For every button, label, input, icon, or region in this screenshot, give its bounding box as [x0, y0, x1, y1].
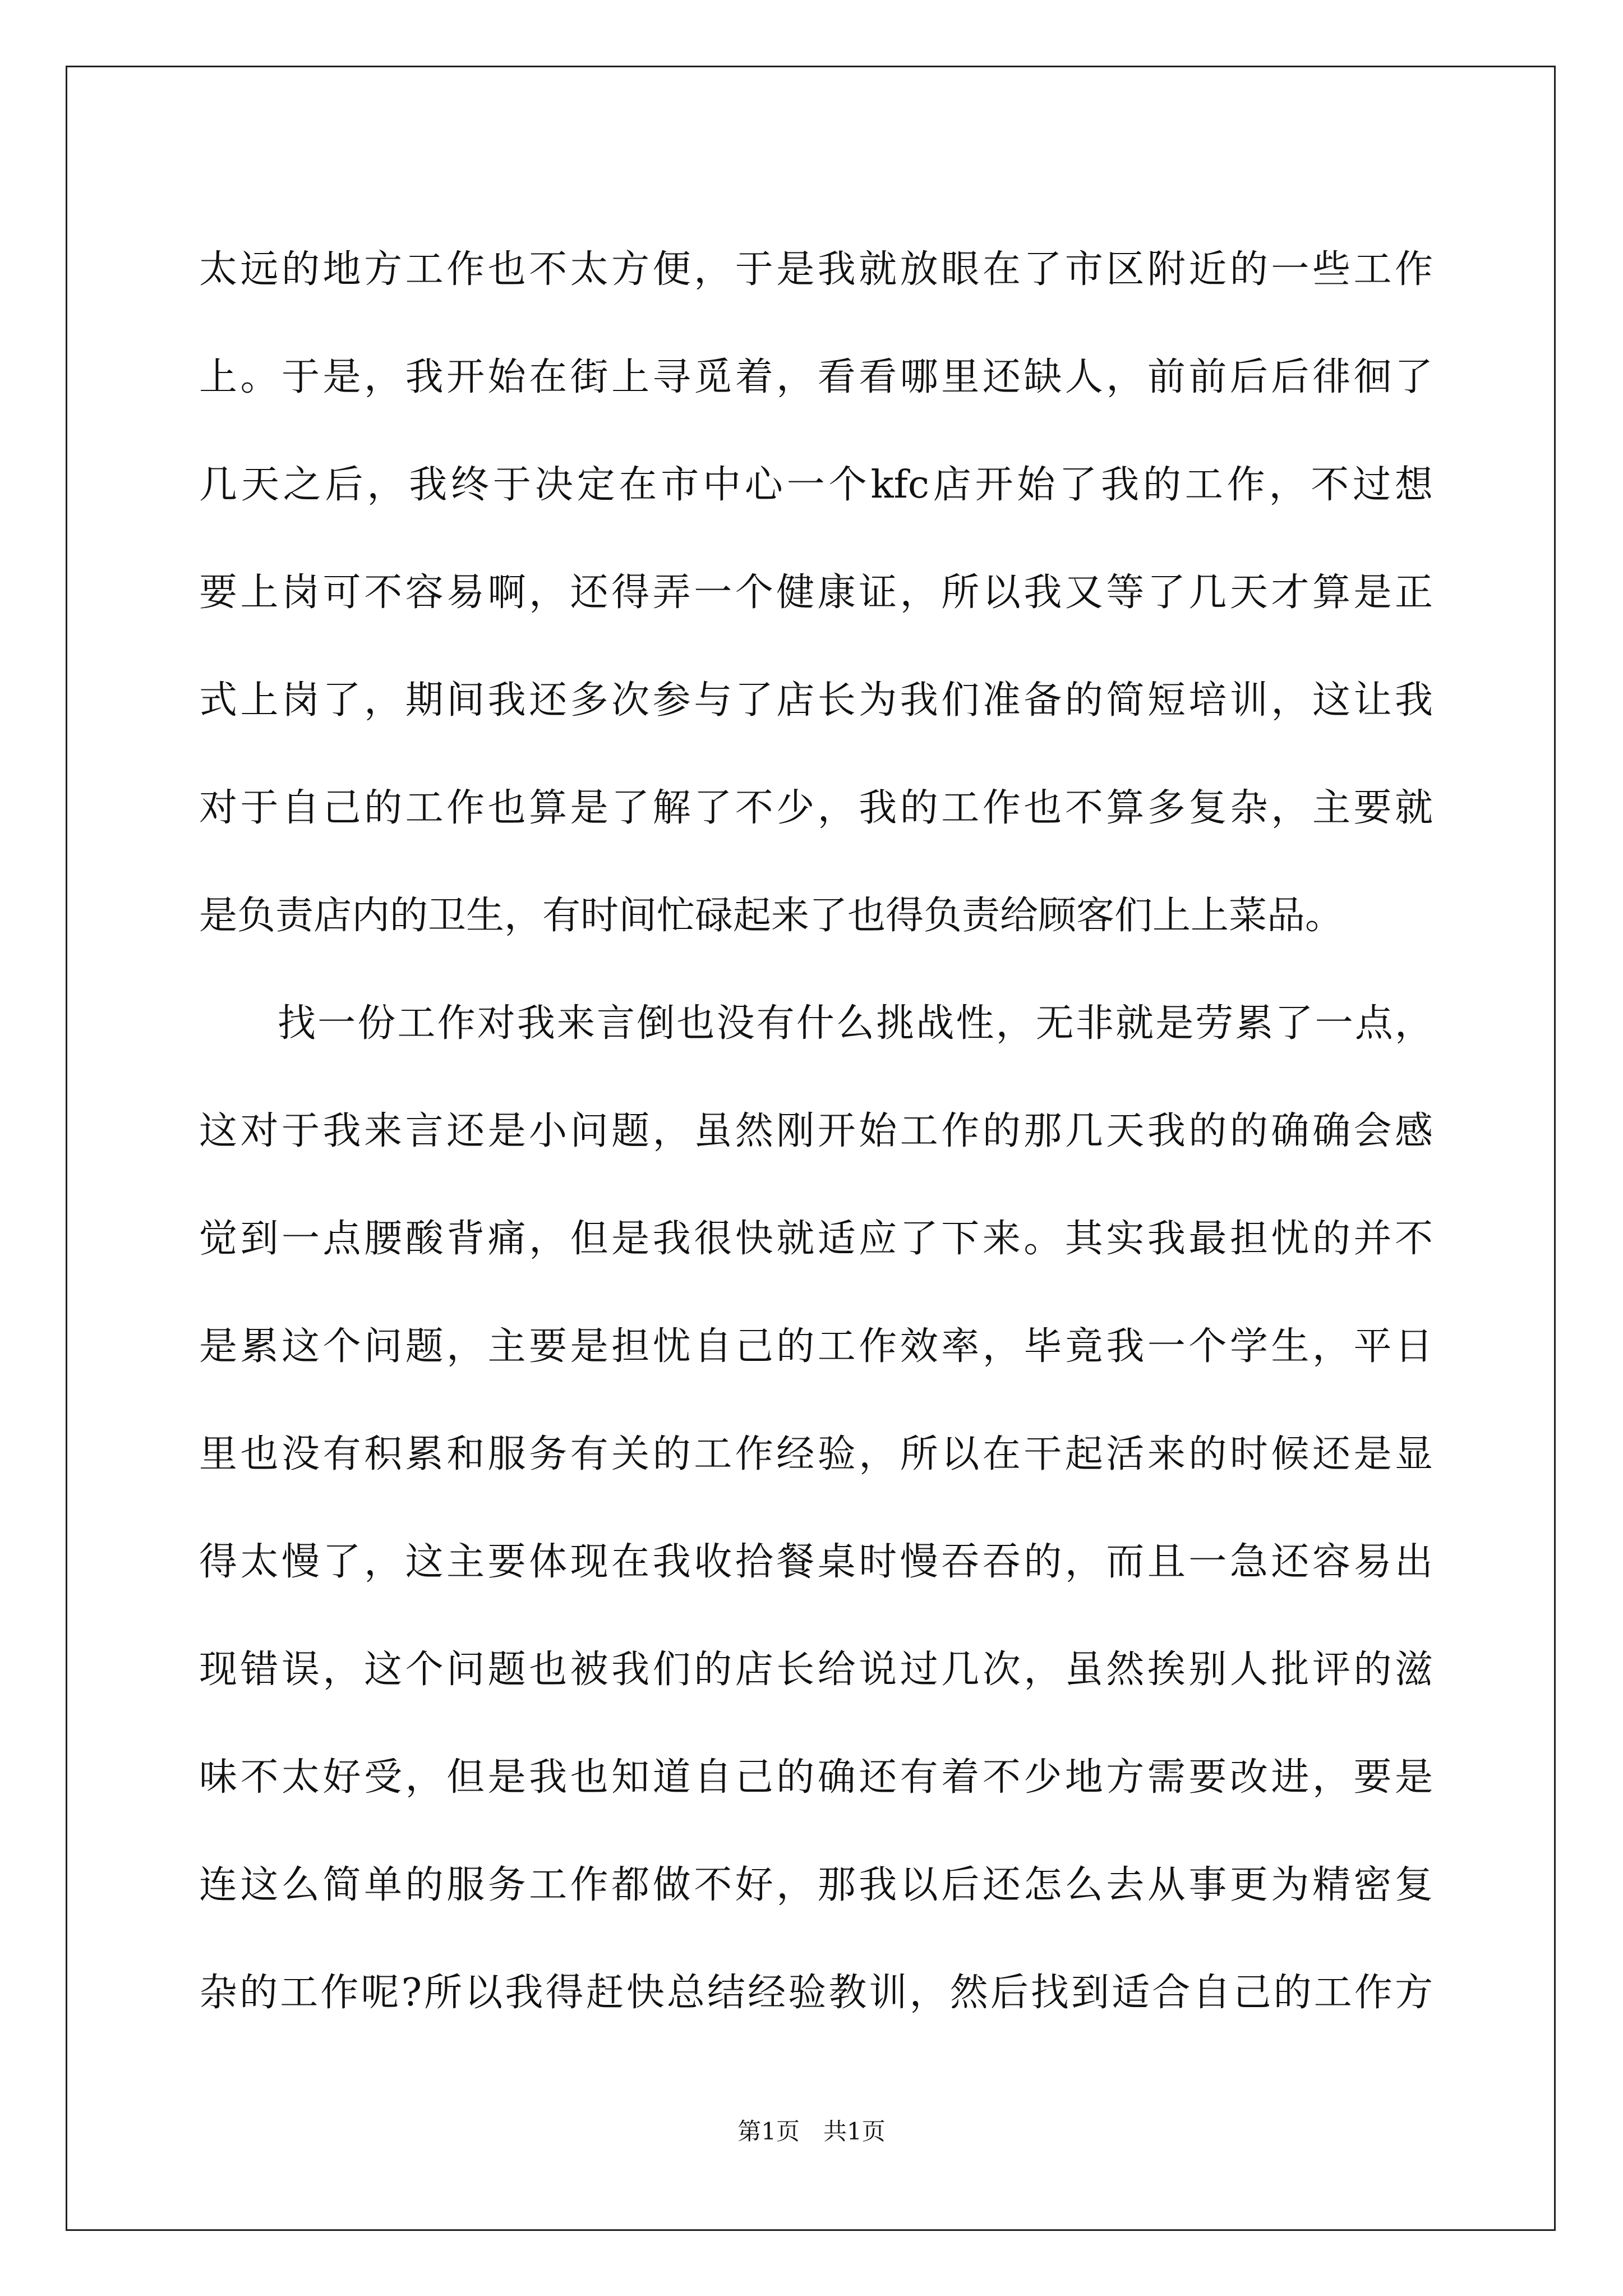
text-line: 得太慢了，这主要体现在我收拾餐桌时慢吞吞的，而且一急还容易出	[199, 1540, 1433, 1584]
text-line: 味不太好受，但是我也知道自己的确还有着不少地方需要改进，要是	[199, 1755, 1433, 1800]
text-line: 连这么简单的服务工作都做不好，那我以后还怎么去从事更为精密复	[199, 1863, 1433, 1907]
page-footer: 第1页 共1页	[737, 2118, 886, 2145]
text-line: 要上岗可不容易啊，还得弄一个健康证，所以我又等了几天才算是正	[199, 570, 1433, 615]
text-line: 觉到一点腰酸背痛，但是我很快就适应了下来。其实我最担忧的并不	[199, 1217, 1433, 1261]
text-line: 是负责店内的卫生，有时间忙碌起来了也得负责给顾客们上上菜品。	[199, 894, 1344, 938]
text-line: 杂的工作呢?所以我得赶快总结经验教训，然后找到适合自己的工作方	[199, 1971, 1433, 2015]
paragraph	[199, 216, 1433, 970]
text-line: 这对于我来言还是小问题，虽然刚开始工作的那几天我的的确确会感	[199, 1109, 1433, 1153]
paragraph	[199, 970, 1433, 2047]
text-line: 找一份工作对我来言倒也没有什么挑战性，无非就是劳累了一点，	[278, 1001, 1433, 1046]
document-body	[199, 216, 1433, 2047]
text-line: 对于自己的工作也算是了解了不少，我的工作也不算多复杂，主要就	[199, 786, 1433, 830]
text-line: 是累这个问题，主要是担忧自己的工作效率，毕竟我一个学生，平日	[199, 1324, 1433, 1369]
text-line: 现错误，这个问题也被我们的店长给说过几次，虽然挨别人批评的滋	[199, 1648, 1433, 1692]
text-line: 式上岗了，期间我还多次参与了店长为我们准备的简短培训，这让我	[199, 678, 1433, 723]
text-line: 上。于是，我开始在街上寻觅着，看看哪里还缺人，前前后后徘徊了	[199, 355, 1433, 399]
text-line: 几天之后，我终于决定在市中心一个kfc店开始了我的工作，不过想	[199, 463, 1433, 507]
text-line: 里也没有积累和服务有关的工作经验，所以在干起活来的时候还是显	[199, 1432, 1433, 1476]
text-line: 太远的地方工作也不太方便，于是我就放眼在了市区附近的一些工作	[199, 247, 1433, 292]
